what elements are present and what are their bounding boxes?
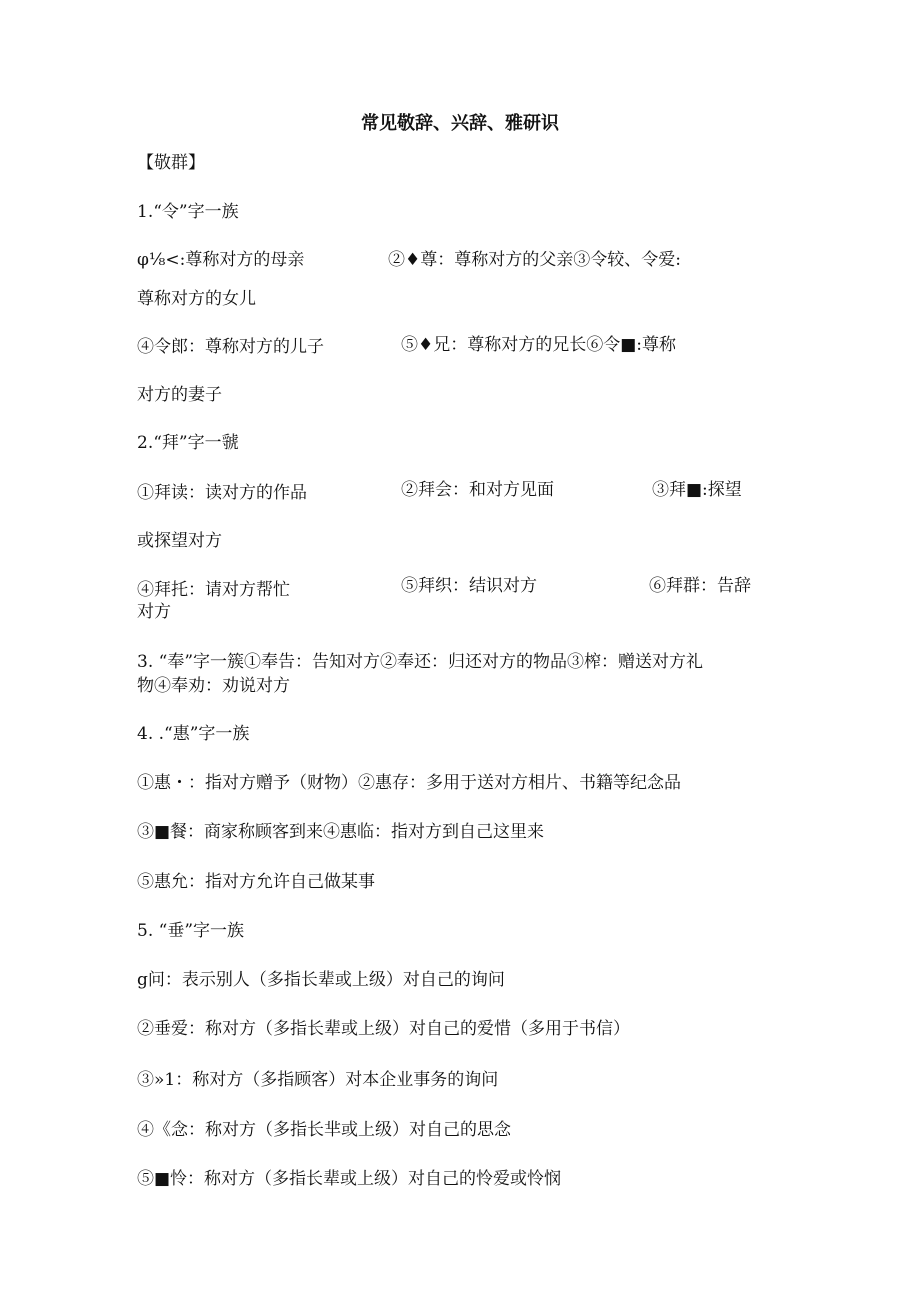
group-1-item-b: ②♦尊：尊称对方的父亲③令较、令爱: <box>388 250 681 270</box>
group-5-heading: 5. “垂”字一族 <box>137 921 245 941</box>
group-2-item-c: ③拜■:探望 <box>652 480 742 500</box>
group-1-item-f: 对方的妻子 <box>137 385 222 405</box>
group-3-line-2: 物④奉劝：劝说对方 <box>137 676 290 696</box>
group-2-item-b: ②拜会：和对方见面 <box>401 480 554 500</box>
group-4-item-b: ③■餐：商家称顾客到来④惠临：指对方到自己这里来 <box>137 822 545 842</box>
group-2-item-e: ④拜托：请对方帮忙 <box>137 580 290 600</box>
group-2-item-d: 或探望对方 <box>137 531 222 551</box>
group-5-item-d: ④《念：称对方（多指长芈或上级）对自己的思念 <box>137 1120 511 1140</box>
group-2-item-f: ⑤拜织：结识对方 <box>401 576 537 596</box>
group-1-item-d: ④令郎：尊称对方的儿子 <box>137 337 324 357</box>
group-1-heading: 1.“令”字一族 <box>137 202 239 222</box>
group-1-item-a: φ⅛<:尊称对方的母亲 <box>137 250 305 270</box>
page-title: 常见敬辞、兴辞、雅研识 <box>361 113 559 134</box>
group-3-line-1: 3. “奉”字一簇①奉告：告知对方②奉还：归还对方的物品③榨：赠送对方礼 <box>137 652 704 672</box>
group-1-item-c: 尊称对方的女儿 <box>137 289 256 309</box>
group-5-item-e: ⑤■怜：称对方（多指长辈或上级）对自己的怜爱或怜悯 <box>137 1169 562 1189</box>
group-2-item-h: 对方 <box>137 602 171 622</box>
group-5-item-b: ②垂爱：称对方（多指长辈或上级）对自己的爱惜（多用于书信） <box>137 1019 630 1039</box>
group-4-heading: 4. .“惠”字一族 <box>137 724 250 744</box>
group-4-item-a: ①惠・：指对方赠予（财物）②惠存：多用于送对方相片、书籍等纪念品 <box>137 773 681 793</box>
group-1-item-e: ⑤♦兄：尊称对方的兄长⑥令■:尊称 <box>401 335 677 355</box>
group-4-item-c: ⑤惠允：指对方允许自己做某事 <box>137 872 375 892</box>
group-2-item-g: ⑥拜群：告辞 <box>649 576 751 596</box>
section-heading: 【敬群】 <box>137 153 205 173</box>
group-2-item-a: ①拜读：读对方的作品 <box>137 483 307 503</box>
group-2-heading: 2.“拜”字一虢 <box>137 433 239 453</box>
group-5-item-a: g问：表示别人（多指长辈或上级）对自己的询问 <box>137 970 505 990</box>
group-5-item-c: ③»1：称对方（多指顾客）对本企业事务的询问 <box>137 1070 499 1090</box>
